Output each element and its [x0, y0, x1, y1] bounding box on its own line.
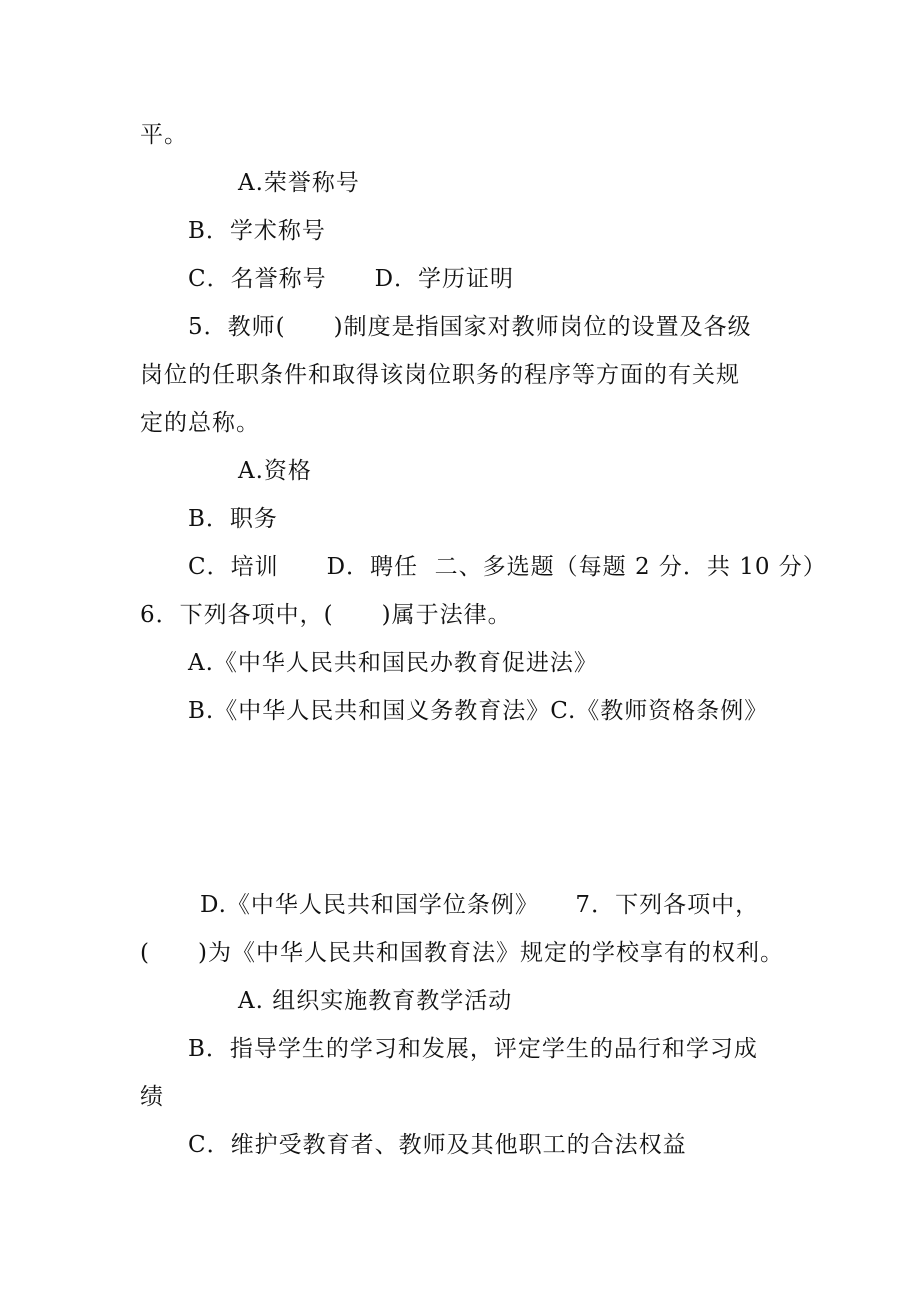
option-c-d-line: C．名誉称号 D．学历证明	[188, 266, 515, 292]
option-a-organize-teaching: A. 组织实施教育教学活动	[238, 988, 513, 1014]
option-b-c-line: B.《中华人民共和国义务教育法》C.《教师资格条例》	[188, 698, 769, 724]
option-d-question-7-line: D.《中华人民共和国学位条例》 7．下列各项中，	[200, 892, 760, 918]
question-5-line-2: 岗位的任职条件和取得该岗位职务的程序等方面的有关规	[140, 362, 740, 388]
option-a-qualification: A.资格	[238, 458, 312, 484]
question-5-line-1: 5．教师( )制度是指国家对教师岗位的设置及各级	[188, 314, 752, 340]
text-line-1: 平。	[140, 122, 188, 148]
question-7-line-2: ( )为《中华人民共和国教育法》规定的学校享有的权利。	[140, 940, 784, 966]
option-a-honor-title: A.荣誉称号	[238, 170, 360, 196]
question-6: 6．下列各项中，( )属于法律。	[140, 602, 512, 628]
option-b-position: B．职务	[188, 506, 278, 532]
option-b-guide-students-line-2: 绩	[140, 1084, 164, 1110]
question-5-line-3: 定的总称。	[140, 410, 260, 436]
option-c-protect-rights: C．维护受教育者、教师及其他职工的合法权益	[188, 1132, 687, 1158]
option-c-d-multi-choice-heading: C．培训 D．聘任 二、多选题（每题 2 分．共 10 分）	[188, 554, 827, 580]
option-b-academic-title: B．学术称号	[188, 218, 326, 244]
option-a-private-education-law: A.《中华人民共和国民办教育促进法》	[188, 650, 598, 676]
option-b-guide-students-line-1: B．指导学生的学习和发展，评定学生的品行和学习成	[188, 1036, 758, 1062]
